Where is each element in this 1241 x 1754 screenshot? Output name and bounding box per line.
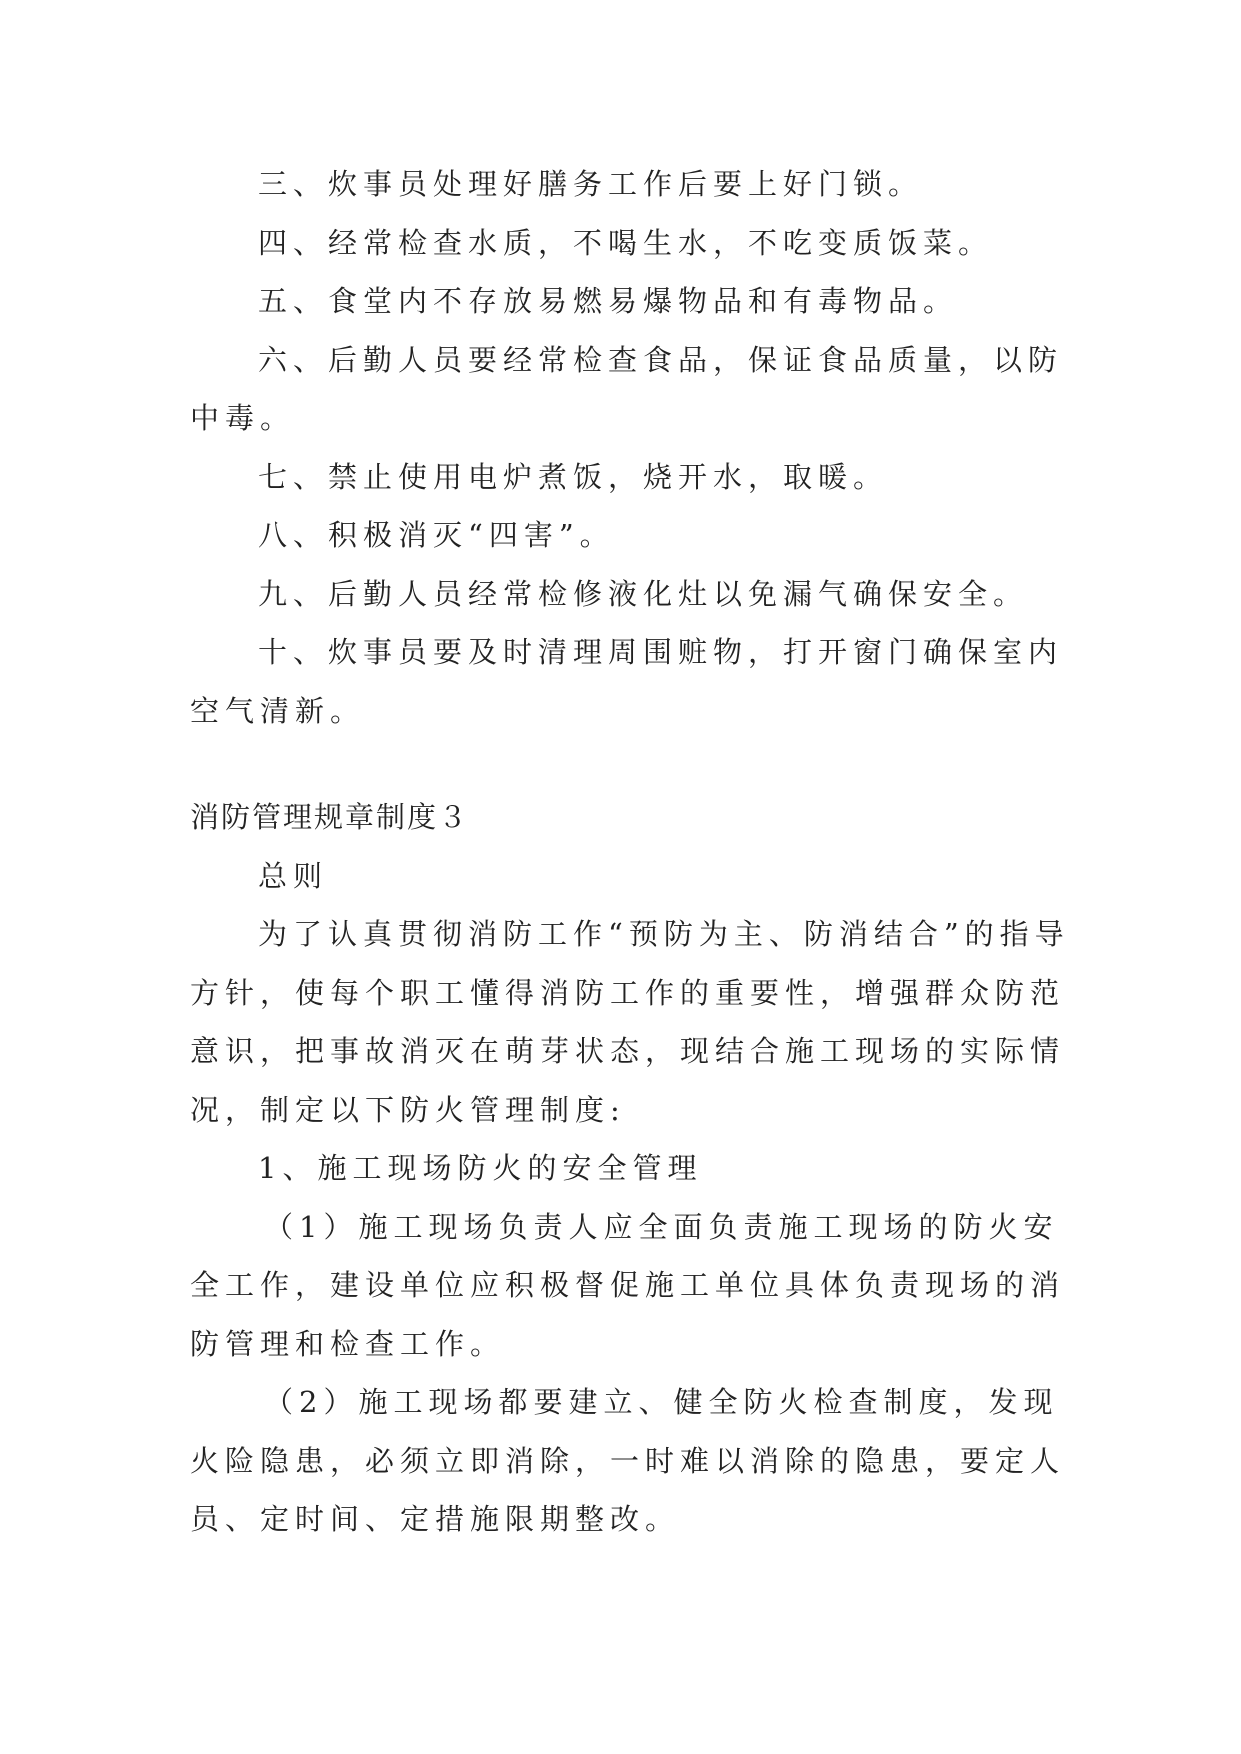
list-item: 八、积极消灭“四害”。: [258, 518, 615, 552]
list-item: 四、经常检查水质，不喝生水，不吃变质饭菜。: [258, 225, 994, 260]
clause-paragraph: （2）施工现场都要建立、健全防火检查制度，发现火险隐患，必须立即消除，一时难以消除的隐患，要定人员、定时间、定措施限期整改。: [190, 1385, 1066, 1536]
intro-paragraph: 为了认真贯彻消防工作“预防为主、防消结合”的指导方针，使每个职工懂得消防工作的重要性，增强群众防范意识，把事故消灭在萌芽状态，现结合施工现场的实际情况，制定以下防火管理制度:: [190, 917, 1070, 1127]
document-body: [190, 155, 1070, 1549]
general-heading: 总则: [258, 858, 329, 893]
list-item: 六、后勤人员要经常检查食品，保证食品质量，以防中毒。: [190, 342, 1064, 435]
list-item: 九、后勤人员经常检修液化灶以免漏气确保安全。: [258, 576, 1029, 611]
section-title: 消防管理规章制度３: [190, 800, 470, 834]
list-item: 七、禁止使用电炉煮饭，烧开水，取暖。: [258, 459, 889, 494]
list-item: 十、炊事员要及时清理周围赃物，打开窗门确保室内空气清新。: [190, 635, 1064, 728]
clause-paragraph: （1）施工现场负责人应全面负责施工现场的防火安全工作，建设单位应积极督促施工单位具体负责现场的消防管理和检查工作。: [190, 1209, 1066, 1361]
subsection-title: 1、施工现场防火的安全管理: [258, 1151, 703, 1185]
list-item: 三、炊事员处理好膳务工作后要上好门锁。: [258, 167, 924, 201]
list-item: 五、食堂内不存放易燃易爆物品和有毒物品。: [258, 284, 959, 318]
